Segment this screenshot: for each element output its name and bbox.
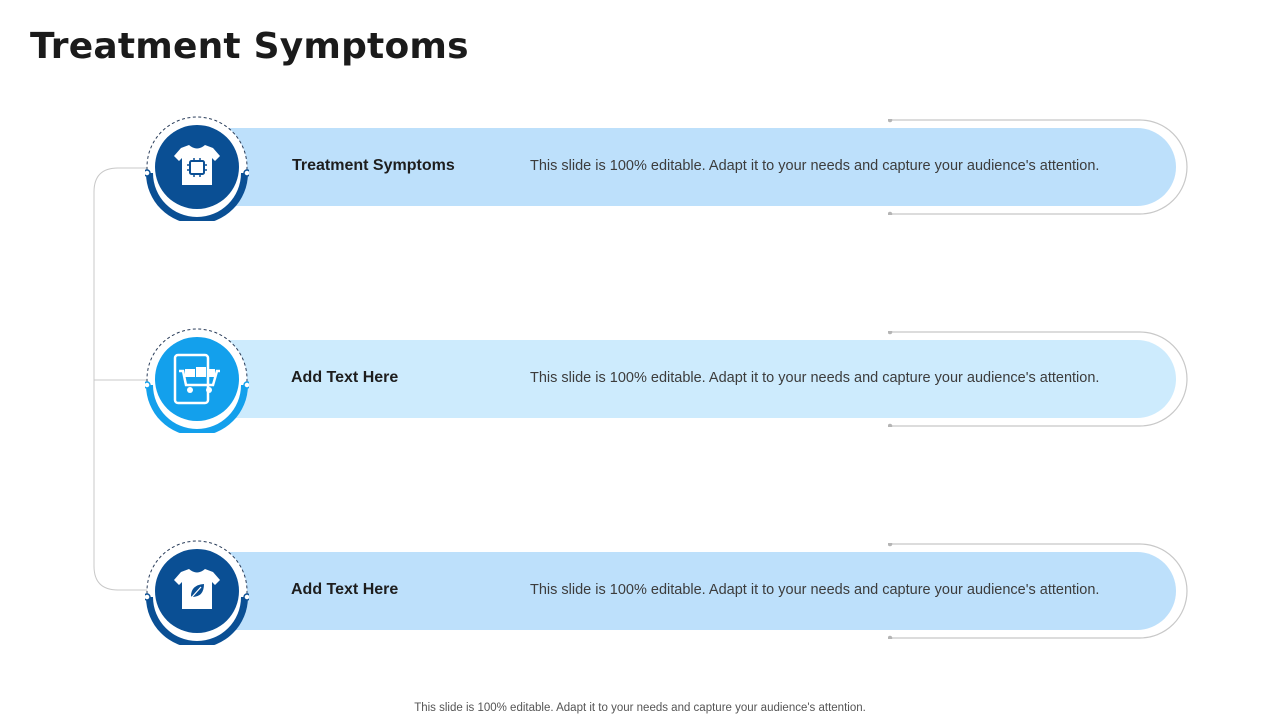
row-bar — [196, 552, 1176, 630]
row-description: This slide is 100% editable. Adapt it to your needs and capture your audience's attention. — [530, 370, 1100, 386]
slide-footer-note: This slide is 100% editable. Adapt it to your needs and capture your audience's attention. — [414, 702, 866, 714]
row-heading: Add Text Here — [291, 369, 399, 386]
item-row-3 — [0, 529, 1280, 659]
badge-circle — [145, 115, 249, 221]
item-row-1 — [0, 105, 1280, 235]
slide-title: Treatment Symptoms — [30, 26, 469, 67]
badge-circle — [145, 539, 249, 645]
row-heading: Treatment Symptoms — [292, 157, 455, 174]
item-row-2 — [0, 317, 1280, 447]
row-description: This slide is 100% editable. Adapt it to your needs and capture your audience's attention. — [530, 582, 1100, 598]
row-description: This slide is 100% editable. Adapt it to your needs and capture your audience's attention. — [530, 158, 1100, 174]
row-bar — [196, 340, 1176, 418]
row-bar — [196, 128, 1176, 206]
row-heading: Add Text Here — [291, 581, 399, 598]
badge-circle — [145, 327, 249, 433]
